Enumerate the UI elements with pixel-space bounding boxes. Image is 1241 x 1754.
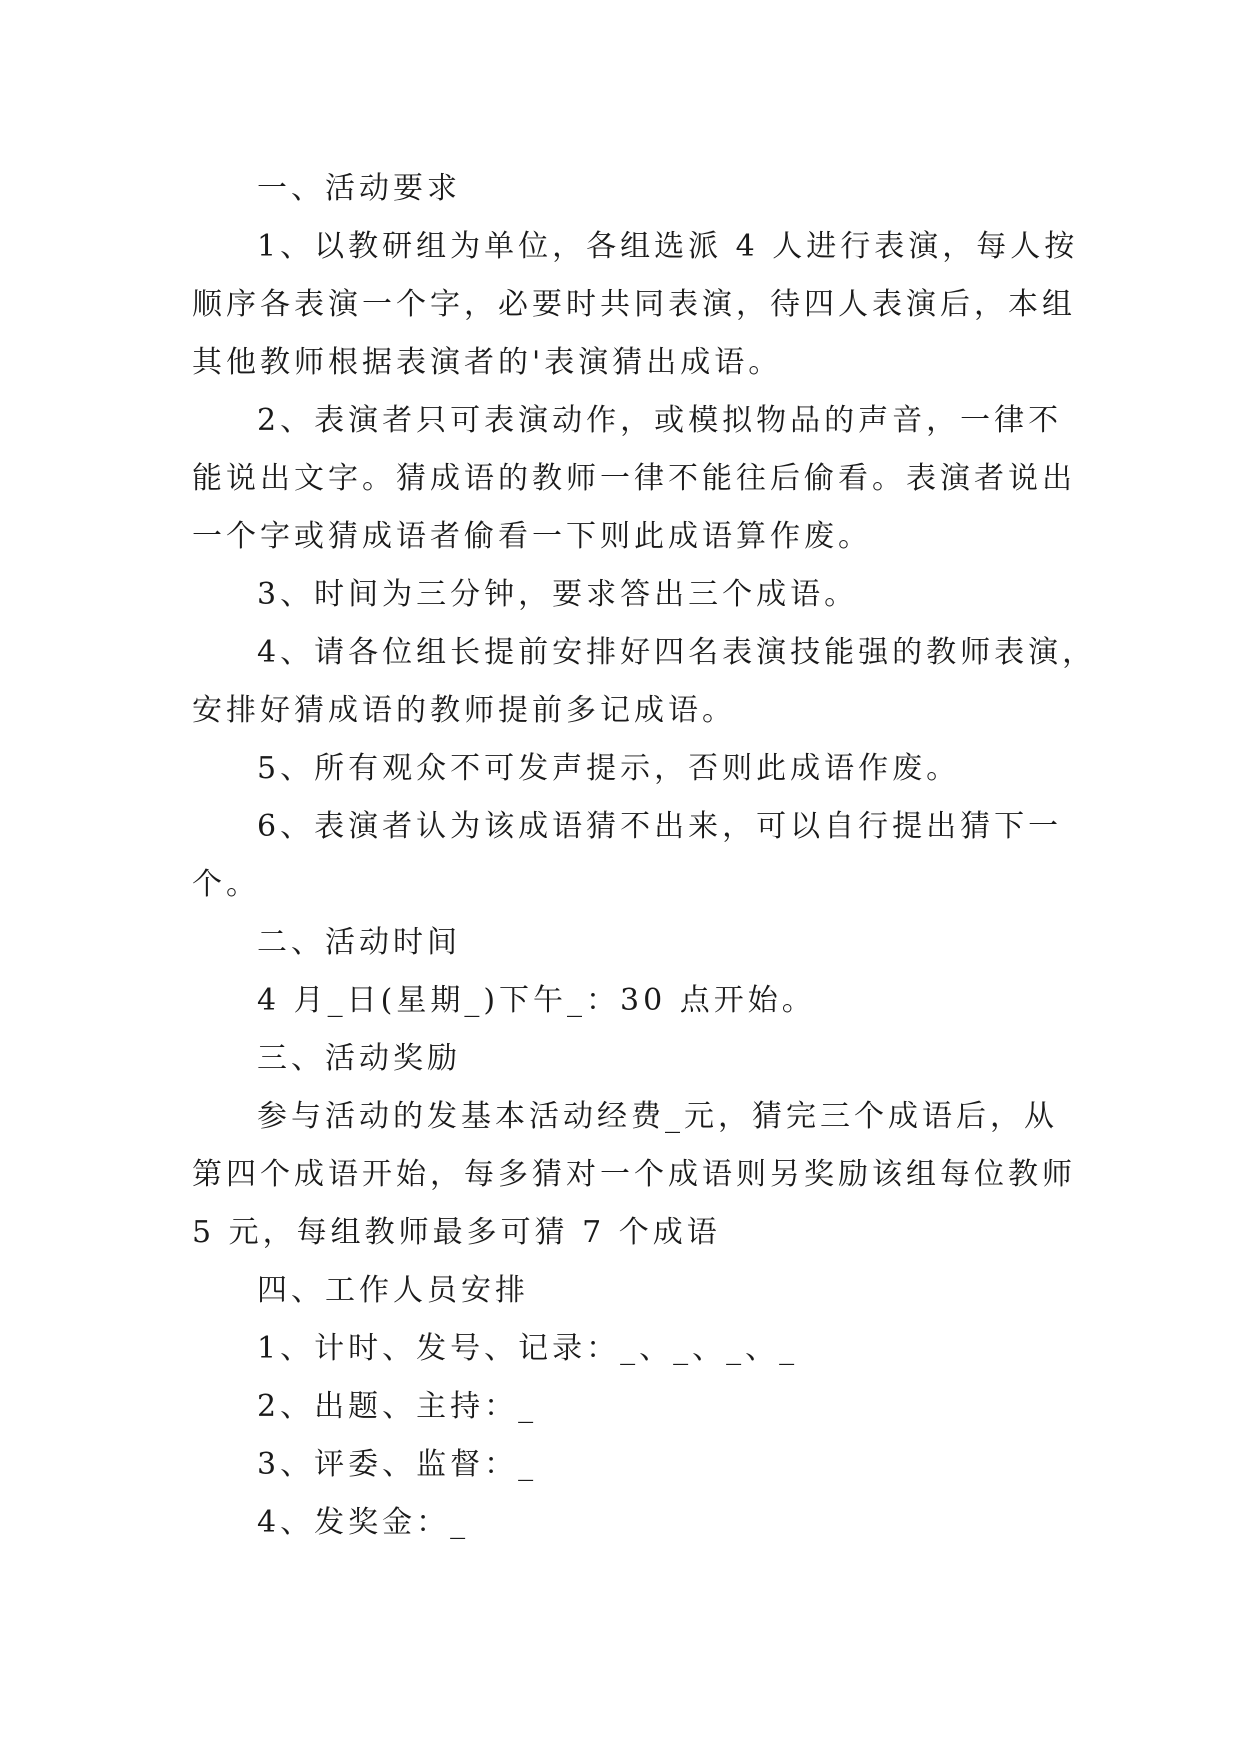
section-heading: 四、工作人员安排 <box>257 1273 529 1308</box>
paragraph-line: 个。 <box>192 867 260 902</box>
paragraph-line: 2、出题、主持：_ <box>257 1389 538 1424</box>
section-heading: 二、活动时间 <box>257 925 461 960</box>
paragraph-line: 2、表演者只可表演动作，或模拟物品的声音，一律不 <box>257 403 1063 438</box>
paragraph-line: 3、评委、监督：_ <box>257 1447 538 1482</box>
paragraph-line: 第四个成语开始，每多猜对一个成语则另奖励该组每位教师 <box>192 1157 1076 1192</box>
section-heading: 三、活动奖励 <box>257 1041 461 1076</box>
paragraph-line: 1、以教研组为单位，各组选派 4 人进行表演，每人按 <box>257 229 1079 264</box>
section-heading: 一、活动要求 <box>257 171 461 206</box>
paragraph-line: 其他教师根据表演者的'表演猜出成语。 <box>192 345 783 380</box>
paragraph-line: 顺序各表演一个字，必要时共同表演，待四人表演后，本组 <box>192 287 1076 322</box>
paragraph-line: 能说出文字。猜成语的教师一律不能往后偷看。表演者说出 <box>192 461 1076 496</box>
paragraph-line: 4、发奖金：_ <box>257 1505 470 1540</box>
paragraph-line: 安排好猜成语的教师提前多记成语。 <box>192 693 736 728</box>
paragraph-line: 6、表演者认为该成语猜不出来，可以自行提出猜下一 <box>257 809 1063 844</box>
paragraph-line: 4 月_日(星期_)下午_：30 点开始。 <box>257 983 816 1018</box>
paragraph-line: 4、请各位组长提前安排好四名表演技能强的教师表演， <box>257 635 1097 670</box>
paragraph-line: 1、计时、发号、记录：_、_、_、_ <box>257 1331 799 1366</box>
paragraph-line: 一个字或猜成语者偷看一下则此成语算作废。 <box>192 519 872 554</box>
paragraph-line: 5、所有观众不可发声提示，否则此成语作废。 <box>257 751 961 786</box>
paragraph-line: 5 元，每组教师最多可猜 7 个成语 <box>192 1215 721 1250</box>
paragraph-line: 参与活动的发基本活动经费_元，猜完三个成语后，从 <box>257 1099 1058 1134</box>
document-body <box>192 160 1097 1552</box>
paragraph-line: 3、时间为三分钟，要求答出三个成语。 <box>257 577 859 612</box>
